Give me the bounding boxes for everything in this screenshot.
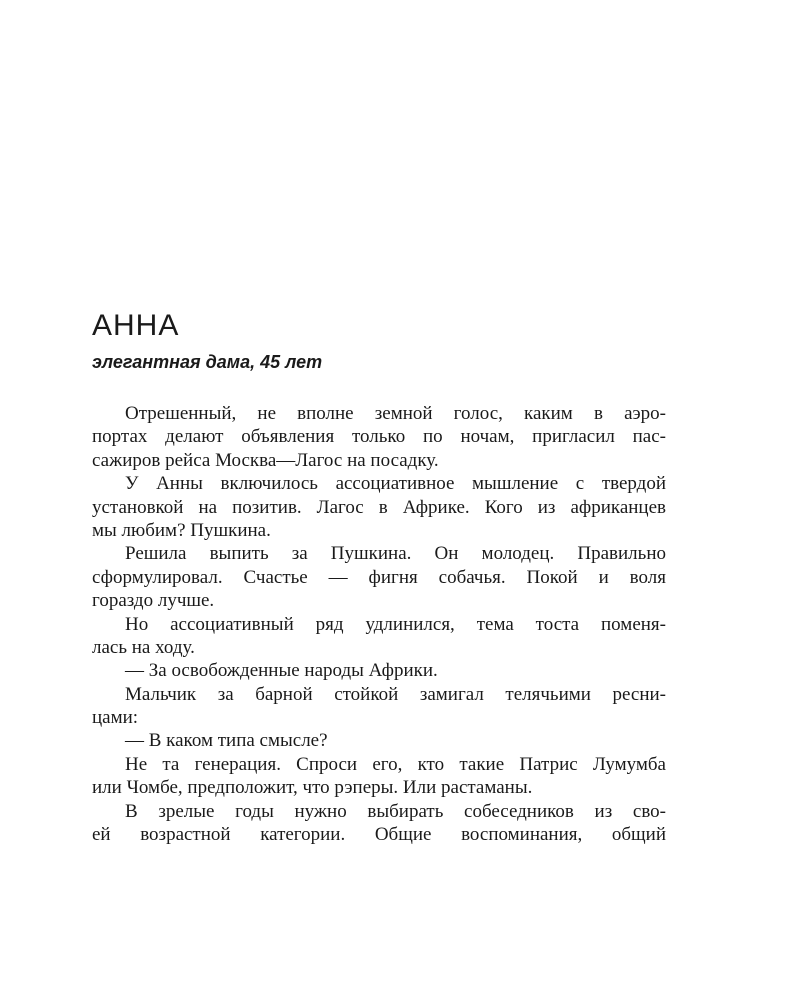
paragraph	[92, 659, 666, 682]
text-line: или Чомбе, предположит, что рэперы. Или растаманы.	[92, 777, 533, 799]
text-line: мы любим? Пушкина.	[92, 519, 271, 541]
chapter-body	[92, 402, 666, 846]
paragraph	[92, 613, 666, 660]
text-line: Решила выпить за Пушкина. Он молодец. Правильно	[125, 543, 666, 565]
text-line: сажиров рейса Москва—Лагос на посадку.	[92, 449, 439, 471]
paragraph	[92, 800, 666, 847]
text-line: Мальчик за барной стойкой замигал телячьими ресни-	[125, 683, 666, 705]
text-line: Отрешенный, не вполне земной голос, каким в аэро-	[125, 403, 666, 424]
text-line: Не та генерация. Спроси его, кто такие Патрис Лумумба	[125, 753, 666, 775]
text-line: гораздо лучше.	[92, 590, 215, 612]
paragraph	[92, 683, 666, 730]
chapter-title: АННА	[92, 309, 180, 342]
paragraph	[92, 472, 666, 542]
text-line: цами:	[92, 707, 139, 729]
text-line: — За освобожденные народы Африки.	[125, 660, 438, 682]
paragraph	[92, 402, 666, 472]
text-line: У Анны включилось ассоциативное мышление с твердой	[125, 473, 666, 495]
text-line: Но ассоциативный ряд удлинился, тема тоста поменя-	[125, 613, 666, 635]
text-line: сформулировал. Счастье — фигня собачья. Покой и воля	[92, 566, 666, 588]
text-line: лась на ходу.	[92, 636, 195, 658]
paragraph	[92, 753, 666, 800]
paragraph	[92, 729, 666, 752]
paragraph	[92, 542, 666, 612]
chapter-subtitle: элегантная дама, 45 лет	[92, 352, 323, 372]
text-line: ей возрастной категории. Общие воспоминания, общий	[92, 824, 666, 846]
text-line: портах делают объявления только по ночам, пригласил пас-	[92, 426, 666, 448]
text-line: установкой на позитив. Лагос в Африке. Кого из африканцев	[92, 496, 666, 518]
text-line: В зрелые годы нужно выбирать собеседников из сво-	[125, 800, 666, 822]
text-line: — В каком типа смысле?	[125, 730, 328, 752]
